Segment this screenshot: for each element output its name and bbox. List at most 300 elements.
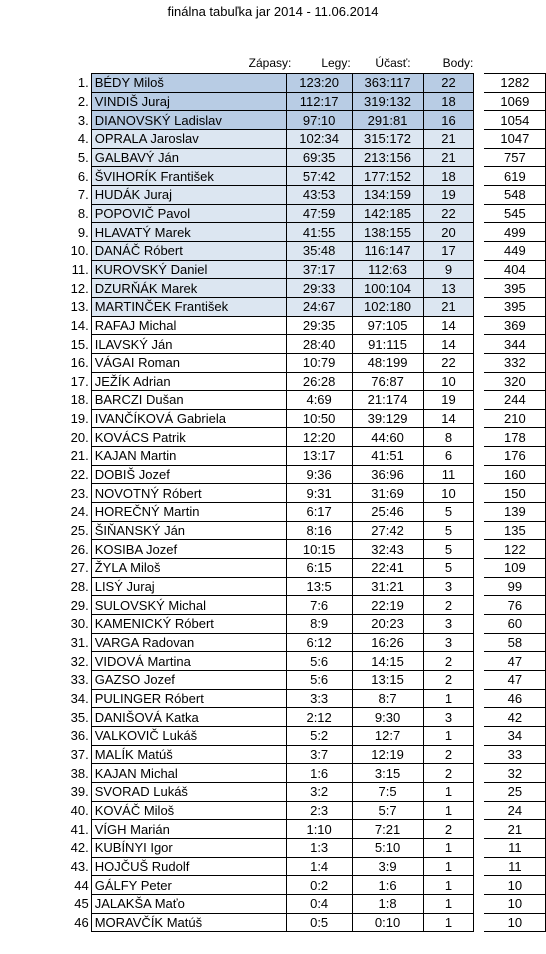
legy-cell: 3:15 [352, 764, 423, 783]
body-cell: 32 [484, 764, 545, 783]
player-name-cell: GALBAVÝ Ján [91, 148, 286, 167]
rank-cell: 32. [70, 653, 89, 669]
rank-cell: 37. [70, 746, 89, 762]
ucast-cell: 3 [423, 633, 474, 652]
player-name-cell: NOVOTNÝ Róbert [91, 484, 286, 503]
player-name-cell: ŠIŇANSKÝ Ján [91, 521, 286, 540]
table-row [56, 652, 546, 671]
table-row [56, 503, 546, 522]
rank-cell: 18. [70, 392, 89, 408]
table-row [56, 279, 546, 298]
ucast-cell: 21 [423, 148, 474, 167]
ucast-cell: 2 [423, 596, 474, 615]
legy-cell: 91:115 [352, 335, 423, 354]
ucast-cell: 10 [423, 484, 474, 503]
body-cell: 46 [484, 689, 545, 708]
player-name-cell: LISÝ Juraj [91, 577, 286, 596]
player-name-cell: HOREČNÝ Martin [91, 503, 286, 522]
spacer-cell [474, 745, 484, 764]
zapasy-cell: 3:2 [286, 782, 352, 801]
zapasy-cell: 29:35 [286, 316, 352, 335]
ucast-cell: 20 [423, 223, 474, 242]
zapasy-cell: 69:35 [286, 148, 352, 167]
player-name-cell: MARTINČEK František [91, 297, 286, 316]
spacer-cell [474, 111, 484, 130]
rank-cell: 27. [70, 560, 89, 576]
spacer-cell [474, 316, 484, 335]
legy-cell: 291:81 [352, 111, 423, 130]
player-name-cell: ŽYLA Miloš [91, 559, 286, 578]
zapasy-cell: 29:33 [286, 279, 352, 298]
body-cell: 25 [484, 782, 545, 801]
spacer-cell [474, 74, 484, 93]
spacer-cell [474, 894, 484, 913]
table-row [56, 185, 546, 204]
player-name-cell: KAJAN Martin [91, 447, 286, 466]
ucast-cell: 1 [423, 782, 474, 801]
spacer-cell [474, 801, 484, 820]
ucast-cell: 3 [423, 708, 474, 727]
body-cell: 10 [484, 876, 545, 895]
ucast-cell: 1 [423, 876, 474, 895]
zapasy-cell: 10:15 [286, 540, 352, 559]
spacer-cell [474, 764, 484, 783]
spacer-cell [474, 92, 484, 111]
ucast-cell: 13 [423, 279, 474, 298]
body-cell: 34 [484, 726, 545, 745]
ucast-cell: 1 [423, 857, 474, 876]
rank-cell: 25. [70, 523, 89, 539]
rank-cell: 1. [77, 75, 89, 91]
table-row [56, 204, 546, 223]
rank-cell: 3. [77, 112, 89, 128]
zapasy-cell: 8:16 [286, 521, 352, 540]
spacer-cell [474, 185, 484, 204]
legy-cell: 76:87 [352, 372, 423, 391]
table-row [56, 74, 546, 93]
ucast-cell: 6 [423, 447, 474, 466]
player-name-cell: MORAVČÍK Matúš [91, 913, 286, 932]
spacer-cell [474, 409, 484, 428]
table-row [56, 447, 546, 466]
rank-cell: 7. [77, 187, 89, 203]
legy-cell: 12:7 [352, 726, 423, 745]
legy-cell: 27:42 [352, 521, 423, 540]
spacer-cell [474, 353, 484, 372]
legy-cell: 20:23 [352, 615, 423, 634]
table-row [56, 894, 546, 913]
spacer-cell [474, 465, 484, 484]
header-body: Body: [442, 56, 474, 70]
legy-cell: 44:60 [352, 428, 423, 447]
ucast-cell: 14 [423, 409, 474, 428]
legy-cell: 13:15 [352, 671, 423, 690]
player-name-cell: VARGA Radovan [91, 633, 286, 652]
player-name-cell: DANIŠOVÁ Katka [91, 708, 286, 727]
ucast-cell: 5 [423, 559, 474, 578]
ucast-cell: 16 [423, 111, 474, 130]
player-name-cell: VÁGAI Roman [91, 353, 286, 372]
rank-cell: 43. [70, 858, 89, 874]
legy-cell: 25:46 [352, 503, 423, 522]
spacer-cell [474, 615, 484, 634]
legy-cell: 177:152 [352, 167, 423, 186]
zapasy-cell: 9:31 [286, 484, 352, 503]
zapasy-cell: 26:28 [286, 372, 352, 391]
legy-cell: 315:172 [352, 129, 423, 148]
legy-cell: 5:7 [352, 801, 423, 820]
zapasy-cell: 13:17 [286, 447, 352, 466]
ucast-cell: 3 [423, 615, 474, 634]
rank-cell: 21. [70, 448, 89, 464]
spacer-cell [474, 838, 484, 857]
standings-table [56, 73, 546, 932]
rank-cell: 44 [74, 877, 89, 893]
rank-cell: 35. [70, 709, 89, 725]
zapasy-cell: 1:6 [286, 764, 352, 783]
body-cell: 76 [484, 596, 545, 615]
table-row [56, 540, 546, 559]
table-row [56, 671, 546, 690]
legy-cell: 41:51 [352, 447, 423, 466]
table-row [56, 111, 546, 130]
legy-cell: 213:156 [352, 148, 423, 167]
zapasy-cell: 102:34 [286, 129, 352, 148]
zapasy-cell: 35:48 [286, 241, 352, 260]
body-cell: 135 [484, 521, 545, 540]
legy-cell: 112:63 [352, 260, 423, 279]
body-cell: 344 [484, 335, 545, 354]
legy-cell: 97:105 [352, 316, 423, 335]
body-cell: 33 [484, 745, 545, 764]
rank-cell: 42. [70, 840, 89, 856]
rank-cell: 6. [77, 168, 89, 184]
ucast-cell: 1 [423, 838, 474, 857]
spacer-cell [474, 540, 484, 559]
table-row [56, 559, 546, 578]
body-cell: 404 [484, 260, 545, 279]
player-name-cell: ŠVIHORÍK František [91, 167, 286, 186]
rank-cell: 33. [70, 672, 89, 688]
zapasy-cell: 1:4 [286, 857, 352, 876]
zapasy-cell: 5:6 [286, 652, 352, 671]
spacer-cell [474, 241, 484, 260]
ucast-cell: 19 [423, 391, 474, 410]
ucast-cell: 11 [423, 465, 474, 484]
rank-cell: 19. [70, 411, 89, 427]
legy-cell: 21:174 [352, 391, 423, 410]
table-row [56, 726, 546, 745]
table-row [56, 297, 546, 316]
ucast-cell: 2 [423, 652, 474, 671]
body-cell: 10 [484, 894, 545, 913]
table-row [56, 241, 546, 260]
rank-cell: 24. [70, 504, 89, 520]
table-row [56, 577, 546, 596]
player-name-cell: OPRALA Jaroslav [91, 129, 286, 148]
legy-cell: 22:41 [352, 559, 423, 578]
player-name-cell: HLAVATÝ Marek [91, 223, 286, 242]
rank-cell: 4. [77, 131, 89, 147]
body-cell: 548 [484, 185, 545, 204]
zapasy-cell: 6:12 [286, 633, 352, 652]
header-legy: Legy: [321, 56, 351, 70]
legy-cell: 3:9 [352, 857, 423, 876]
table-row [56, 876, 546, 895]
player-name-cell: PULINGER Róbert [91, 689, 286, 708]
rank-cell: 22. [70, 467, 89, 483]
player-name-cell: KUROVSKÝ Daniel [91, 260, 286, 279]
rank-cell: 29. [70, 597, 89, 613]
body-cell: 47 [484, 671, 545, 690]
rank-cell: 2. [77, 93, 89, 109]
legy-cell: 134:159 [352, 185, 423, 204]
ucast-cell: 21 [423, 129, 474, 148]
table-row [56, 353, 546, 372]
ucast-cell: 19 [423, 185, 474, 204]
player-name-cell: HUDÁK Juraj [91, 185, 286, 204]
legy-cell: 116:147 [352, 241, 423, 260]
table-row [56, 260, 546, 279]
body-cell: 1054 [484, 111, 545, 130]
player-name-cell: KOSIBA Jozef [91, 540, 286, 559]
player-name-cell: KOVÁCS Patrik [91, 428, 286, 447]
table-row [56, 409, 546, 428]
header-zapasy: Zápasy: [248, 56, 292, 70]
body-cell: 320 [484, 372, 545, 391]
table-row [56, 484, 546, 503]
legy-cell: 7:21 [352, 820, 423, 839]
zapasy-cell: 112:17 [286, 92, 352, 111]
body-cell: 99 [484, 577, 545, 596]
table-row [56, 316, 546, 335]
rank-cell: 28. [70, 579, 89, 595]
body-cell: 139 [484, 503, 545, 522]
zapasy-cell: 2:12 [286, 708, 352, 727]
legy-cell: 32:43 [352, 540, 423, 559]
table-row [56, 223, 546, 242]
player-name-cell: ILAVSKÝ Ján [91, 335, 286, 354]
player-name-cell: DIANOVSKÝ Ladislav [91, 111, 286, 130]
rank-cell: 23. [70, 485, 89, 501]
player-name-cell: IVANČÍKOVÁ Gabriela [91, 409, 286, 428]
legy-cell: 319:132 [352, 92, 423, 111]
body-cell: 395 [484, 279, 545, 298]
spacer-cell [474, 596, 484, 615]
ucast-cell: 10 [423, 372, 474, 391]
rank-cell: 11. [71, 261, 89, 277]
player-name-cell: MALÍK Matúš [91, 745, 286, 764]
spacer-cell [474, 447, 484, 466]
zapasy-cell: 8:9 [286, 615, 352, 634]
legy-cell: 138:155 [352, 223, 423, 242]
rank-cell: 38. [70, 765, 89, 781]
ucast-cell: 8 [423, 428, 474, 447]
player-name-cell: DOBIŠ Jozef [91, 465, 286, 484]
rank-cell: 14. [70, 317, 89, 333]
body-cell: 1282 [484, 74, 545, 93]
table-row [56, 913, 546, 932]
spacer-cell [474, 148, 484, 167]
body-cell: 109 [484, 559, 545, 578]
body-cell: 24 [484, 801, 545, 820]
spacer-cell [474, 223, 484, 242]
spacer-cell [474, 876, 484, 895]
rank-cell: 9. [77, 224, 89, 240]
legy-cell: 31:21 [352, 577, 423, 596]
spacer-cell [474, 484, 484, 503]
table-row [56, 708, 546, 727]
zapasy-cell: 10:50 [286, 409, 352, 428]
body-cell: 150 [484, 484, 545, 503]
zapasy-cell: 12:20 [286, 428, 352, 447]
ucast-cell: 5 [423, 503, 474, 522]
zapasy-cell: 43:53 [286, 185, 352, 204]
body-cell: 332 [484, 353, 545, 372]
zapasy-cell: 1:10 [286, 820, 352, 839]
spacer-cell [474, 503, 484, 522]
player-name-cell: DANÁČ Róbert [91, 241, 286, 260]
table-row [56, 129, 546, 148]
ucast-cell: 5 [423, 521, 474, 540]
table-row [56, 745, 546, 764]
spacer-cell [474, 297, 484, 316]
legy-cell: 142:185 [352, 204, 423, 223]
ucast-cell: 2 [423, 745, 474, 764]
ucast-cell: 17 [423, 241, 474, 260]
body-cell: 757 [484, 148, 545, 167]
rank-cell: 30. [70, 616, 89, 632]
spacer-cell [474, 260, 484, 279]
player-name-cell: BÉDY Miloš [91, 74, 286, 93]
player-name-cell: GAZSO Jozef [91, 671, 286, 690]
player-name-cell: RAFAJ Michal [91, 316, 286, 335]
spacer-cell [474, 689, 484, 708]
zapasy-cell: 3:3 [286, 689, 352, 708]
zapasy-cell: 5:2 [286, 726, 352, 745]
rank-cell: 13. [70, 299, 89, 315]
ucast-cell: 14 [423, 335, 474, 354]
body-cell: 11 [484, 857, 545, 876]
legy-cell: 1:8 [352, 894, 423, 913]
zapasy-cell: 37:17 [286, 260, 352, 279]
body-cell: 60 [484, 615, 545, 634]
zapasy-cell: 0:2 [286, 876, 352, 895]
rank-cell: 31. [70, 635, 89, 651]
ucast-cell: 2 [423, 820, 474, 839]
ucast-cell: 9 [423, 260, 474, 279]
player-name-cell: VIDOVÁ Martina [91, 652, 286, 671]
ucast-cell: 22 [423, 204, 474, 223]
player-name-cell: SULOVSKÝ Michal [91, 596, 286, 615]
body-cell: 244 [484, 391, 545, 410]
body-cell: 122 [484, 540, 545, 559]
table-row [56, 689, 546, 708]
table-row [56, 820, 546, 839]
spacer-cell [474, 913, 484, 932]
spacer-cell [474, 279, 484, 298]
zapasy-cell: 10:79 [286, 353, 352, 372]
table-row [56, 148, 546, 167]
zapasy-cell: 5:6 [286, 671, 352, 690]
rank-cell: 16. [70, 355, 89, 371]
table-row [56, 782, 546, 801]
player-name-cell: KUBÍNYI Igor [91, 838, 286, 857]
zapasy-cell: 24:67 [286, 297, 352, 316]
rank-cell: 36. [70, 728, 89, 744]
spacer-cell [474, 129, 484, 148]
player-name-cell: DZURŇÁK Marek [91, 279, 286, 298]
zapasy-cell: 3:7 [286, 745, 352, 764]
rank-cell: 41. [70, 821, 89, 837]
body-cell: 545 [484, 204, 545, 223]
rank-cell: 26. [70, 541, 89, 557]
column-headers [0, 56, 546, 74]
player-name-cell: KAJAN Michal [91, 764, 286, 783]
ucast-cell: 1 [423, 726, 474, 745]
ucast-cell: 18 [423, 92, 474, 111]
player-name-cell: BARCZI Dušan [91, 391, 286, 410]
rank-cell: 40. [70, 802, 89, 818]
spacer-cell [474, 708, 484, 727]
player-name-cell: GÁLFY Peter [91, 876, 286, 895]
ucast-cell: 5 [423, 540, 474, 559]
player-name-cell: KOVÁČ Miloš [91, 801, 286, 820]
legy-cell: 100:104 [352, 279, 423, 298]
rank-cell: 12. [70, 280, 89, 296]
ucast-cell: 1 [423, 689, 474, 708]
rank-cell: 34. [70, 690, 89, 706]
ucast-cell: 22 [423, 353, 474, 372]
rank-cell: 8. [77, 205, 89, 221]
body-cell: 1069 [484, 92, 545, 111]
table-row [56, 633, 546, 652]
spacer-cell [474, 428, 484, 447]
player-name-cell: JALAKŠA Maťo [91, 894, 286, 913]
table-row [56, 372, 546, 391]
zapasy-cell: 123:20 [286, 74, 352, 93]
spacer-cell [474, 671, 484, 690]
rank-cell: 39. [70, 784, 89, 800]
rank-cell: 17. [70, 373, 89, 389]
body-cell: 619 [484, 167, 545, 186]
zapasy-cell: 47:59 [286, 204, 352, 223]
table-row [56, 857, 546, 876]
legy-cell: 8:7 [352, 689, 423, 708]
body-cell: 58 [484, 633, 545, 652]
rank-cell: 46 [74, 914, 89, 930]
body-cell: 10 [484, 913, 545, 932]
table-row [56, 167, 546, 186]
legy-cell: 22:19 [352, 596, 423, 615]
legy-cell: 31:69 [352, 484, 423, 503]
zapasy-cell: 4:69 [286, 391, 352, 410]
body-cell: 395 [484, 297, 545, 316]
legy-cell: 7:5 [352, 782, 423, 801]
rank-cell: 10. [70, 243, 89, 259]
zapasy-cell: 9:36 [286, 465, 352, 484]
body-cell: 176 [484, 447, 545, 466]
spacer-cell [474, 652, 484, 671]
rank-cell: 5. [77, 149, 89, 165]
player-name-cell: VINDIŠ Juraj [91, 92, 286, 111]
rank-cell: 20. [70, 429, 89, 445]
zapasy-cell: 6:15 [286, 559, 352, 578]
zapasy-cell: 7:6 [286, 596, 352, 615]
table-row [56, 391, 546, 410]
zapasy-cell: 0:4 [286, 894, 352, 913]
spacer-cell [474, 391, 484, 410]
